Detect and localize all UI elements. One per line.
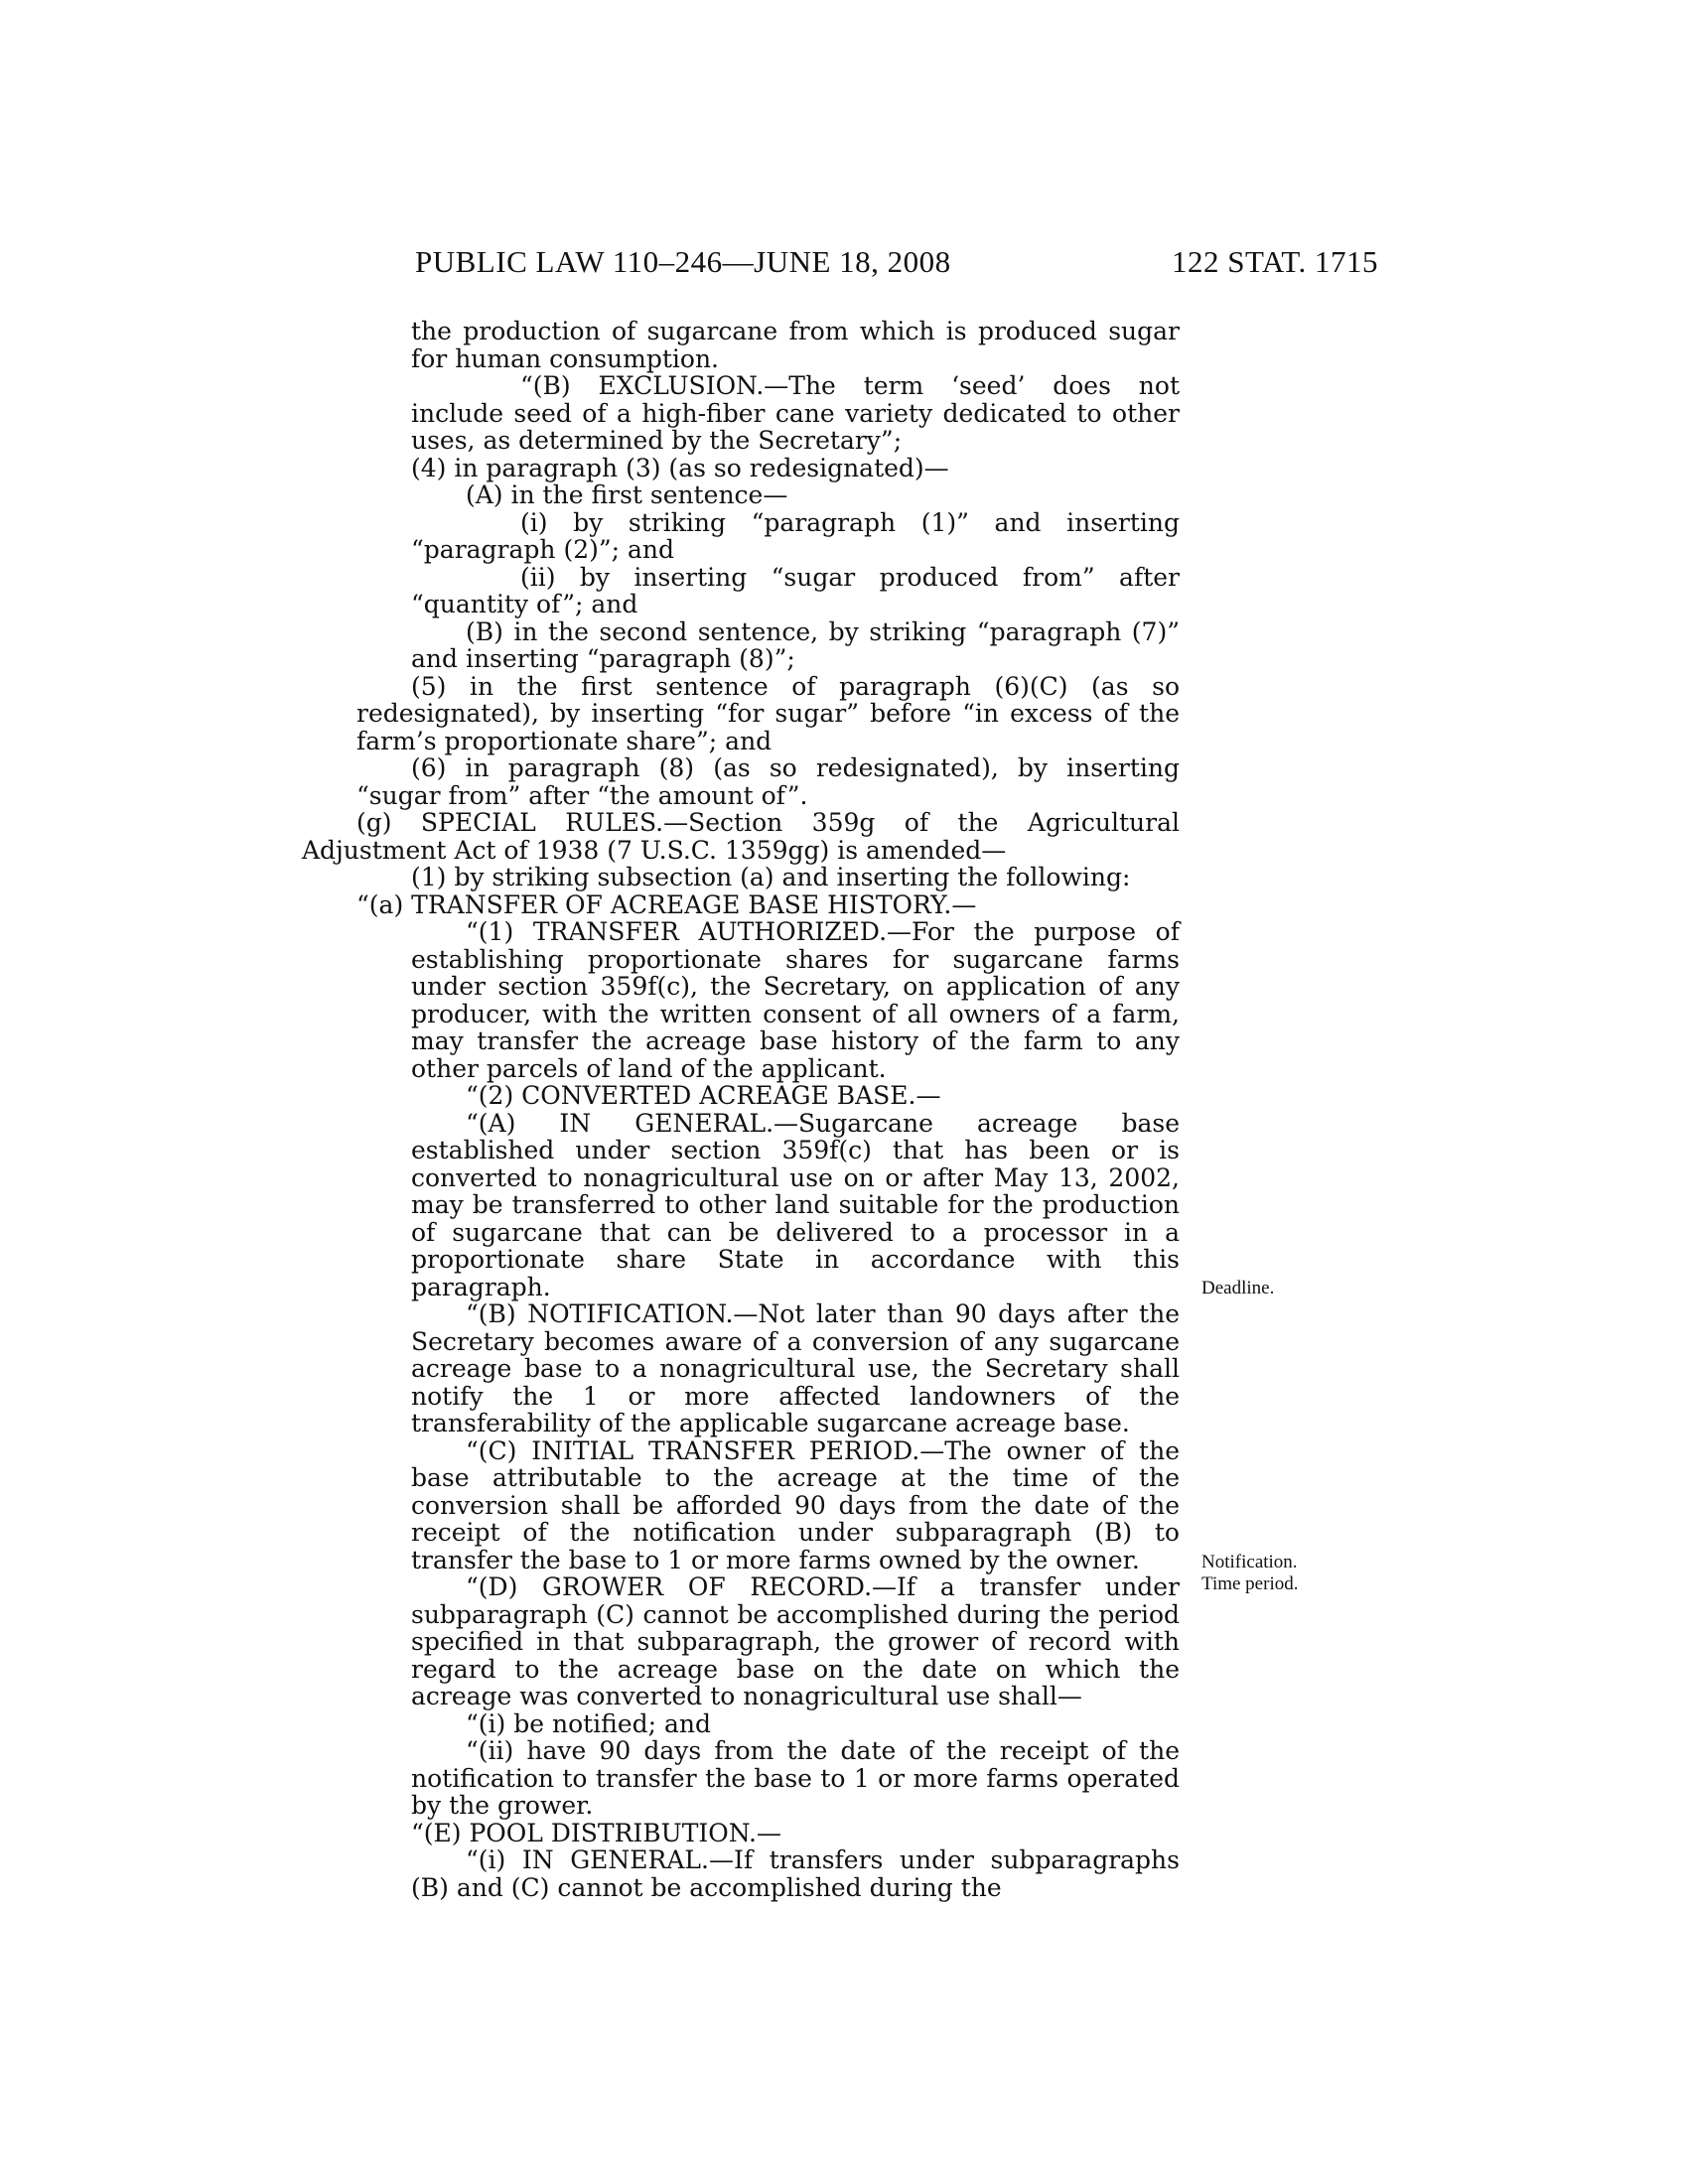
paragraph-4-a-i: (i) by striking “paragraph (1)” and inserting “paragraph (2)”; and [411,507,1180,564]
running-header [415,244,1378,288]
paragraph-6: (6) in paragraph (8) (as so redesignated), by inserting “sugar from” after “the amount of”. [356,753,1180,810]
paragraph-4-b: (B) in the second sentence, by striking “paragraph (7)” and inserting “paragraph (8)”; [411,616,1180,673]
stat-page-number: 122 STAT. 1715 [1171,244,1378,279]
statute-body [302,318,1180,1901]
paragraph-4: (4) in paragraph (3) (as so redesignated)— [411,453,949,482]
subsection-g: (g) SPECIAL RULES.—Section 359g of the Agricultural Adjustment Act of 1938 (7 U.S.C. 1359gg) is amended— [302,808,1180,865]
clause-i-be-notified: “(i) be notified; and [466,1708,712,1738]
margin-note-time-period: Time period. [1201,1573,1299,1594]
subsection-a-heading: “(a) TRANSFER OF ACREAGE BASE HISTORY.— [356,889,977,919]
paragraph-4-a-ii: (ii) by inserting “sugar produced from” after “quantity of”; and [411,562,1180,618]
subparagraph-e-pool-distribution: “(E) POOL DISTRIBUTION.— [411,1818,781,1847]
clause-i-in-general: “(i) IN GENERAL.—If transfers under subparagraphs (B) and (C) cannot be accomplished during the [411,1845,1180,1902]
subparagraph-b-notification: “(B) NOTIFICATION.—Not later than 90 days after the Secretary becomes aware of a conversion of any sugarcane acreage base to a nonagricultural use, the Secretary shall notify the 1 or more affected landowners of the transferability of the applicable sugarcane acreage base. [411,1299,1180,1437]
margin-note-deadline: Deadline. [1201,1278,1275,1298]
paragraph-transfer-authorized: “(1) TRANSFER AUTHORIZED.—For the purpose of establishing proportionate shares for sugarcane farms under section 359f(c), the Secretary, on application of any producer, with the written consent of all owners of a farm, may transfer the acreage base history of the farm to any other parcels of land of the applicant. [411,917,1180,1083]
paragraph-converted-acreage-base: “(2) CONVERTED ACREAGE BASE.— [466,1081,941,1110]
subparagraph-c-initial-transfer: “(C) INITIAL TRANSFER PERIOD.—The owner of the base attributable to the acreage at the time of the conversion shall be afforded 90 days from the date of the receipt of the notification under subparagraph (B) to transfer the base to 1 or more farms owned by the owner. [411,1435,1180,1574]
public-law-citation: PUBLIC LAW 110–246—JUNE 18, 2008 [415,244,951,279]
subparagraph-a-in-general: “(A) IN GENERAL.—Sugarcane acreage base established under section 359f(c) that has been or is converted to nonagricultural use on or after May 13, 2002, may be transferred to other land suitable for the production of sugarcane that can be delivered to a processor in a proportionate share State in accordance with this paragraph. [411,1108,1180,1301]
paragraph-4-a: (A) in the first sentence— [466,480,788,509]
paragraph-5: (5) in the first sentence of paragraph (6)(C) (as so redesignated), by inserting “for sugar” before “in excess of the farm’s proportionate share”; and [356,671,1180,755]
paragraph-continuation: the production of sugarcane from which is produced sugar for human consumption. [411,317,1180,373]
subparagraph-d-grower-of-record: “(D) GROWER OF RECORD.—If a transfer under subparagraph (C) cannot be accomplished during the period specified in that subparagraph, the grower of record with regard to the acreage base on the date on which the acreage was converted to nonagricultural use shall— [411,1572,1180,1710]
margin-note-notification: Notification. [1201,1552,1298,1572]
clause-ii-have-90-days: “(ii) have 90 days from the date of the receipt of the notification to transfer the base to 1 or more farms operated by the grower. [411,1736,1180,1820]
subsection-g-1: (1) by striking subsection (a) and inserting the following: [411,863,1131,891]
paragraph-exclusion: “(B) EXCLUSION.—The term ‘seed’ does not include seed of a high-fiber cane variety dedicated to other uses, as determined by the Secretary”; [411,371,1180,455]
